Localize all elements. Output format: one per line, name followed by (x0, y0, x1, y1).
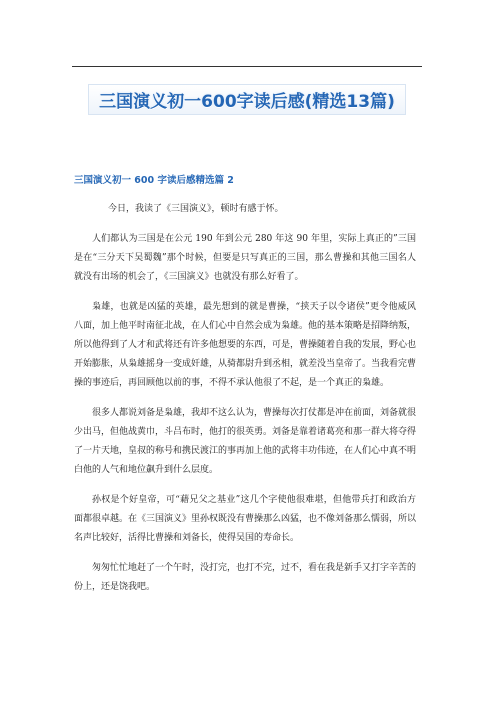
document-title: 三国演义初一600字读后感(精选13篇) (88, 84, 406, 115)
paragraph-3: 枭雄，也就是凶猛的英雄，最先想到的就是曹操，“挟天子以令诸侯”更令他威风八面，加上他平时南征北战，在人们心中自然会成为枭雄。他的基本策略是招降纳叛，所以他得到了人才和武将还有许多他想要的东西，可是，曹操随着自我的发展，野心也开始膨胀，从枭雄摇身一变成奸雄，从骑都尉升到丞相，就差没当皇帝了。当我看完曹操的事迹后，再回顾他以前的事，不得不承认他很了不起，是一个真正的枭雄。 (74, 302, 417, 388)
paragraph-6: 匆匆忙忙地赶了一个午时，没打完，也打不完，过不，看在我是新手又打字辛苦的份上，还是饶我吧。 (74, 563, 417, 592)
header-rule (72, 66, 422, 67)
document-body (74, 200, 417, 608)
title-container (72, 84, 422, 115)
paragraph-2: 人们都认为三国是在公元 190 年到公元 280 年这 90 年里，实际上真正的”三国是在“三分天下吴蜀魏”那个时候，但要是只写真正的三国，那么曹操和其他三国名人就没有出场的机会了，《三国演义》也就没有那么好看了。 (74, 234, 416, 282)
section-heading: 三国演义初一 600 字读后感精选篇 2 (74, 175, 234, 186)
paragraph-1: 今日，我读了《三国演义》，顿时有感于怀。 (108, 204, 284, 214)
paragraph-4: 很多人都说刘备是枭雄，我却不这么认为，曹操每次打仗都是冲在前面，刘备就很少出马，但他战黄巾，斗吕布时，他打的很英勇。刘备是靠着诸葛亮和那一群大将夺得了一片天地，皇叔的称号和携民渡江的事再加上他的武将丰功伟迹，在人们心中真不明白他的人气和地位飙升到什么层度。 (74, 408, 417, 475)
paragraph-5: 孙权是个好皇帝，可“藉兄父之基业”这几个字使他很难堪，但他带兵打和政治方面都很卓越。在《三国演义》里孙权既没有曹操那么凶猛，也不像刘备那么懦弱，所以名声比较好，活得比曹操和刘备长，使得吴国的寿命长。 (74, 495, 417, 543)
